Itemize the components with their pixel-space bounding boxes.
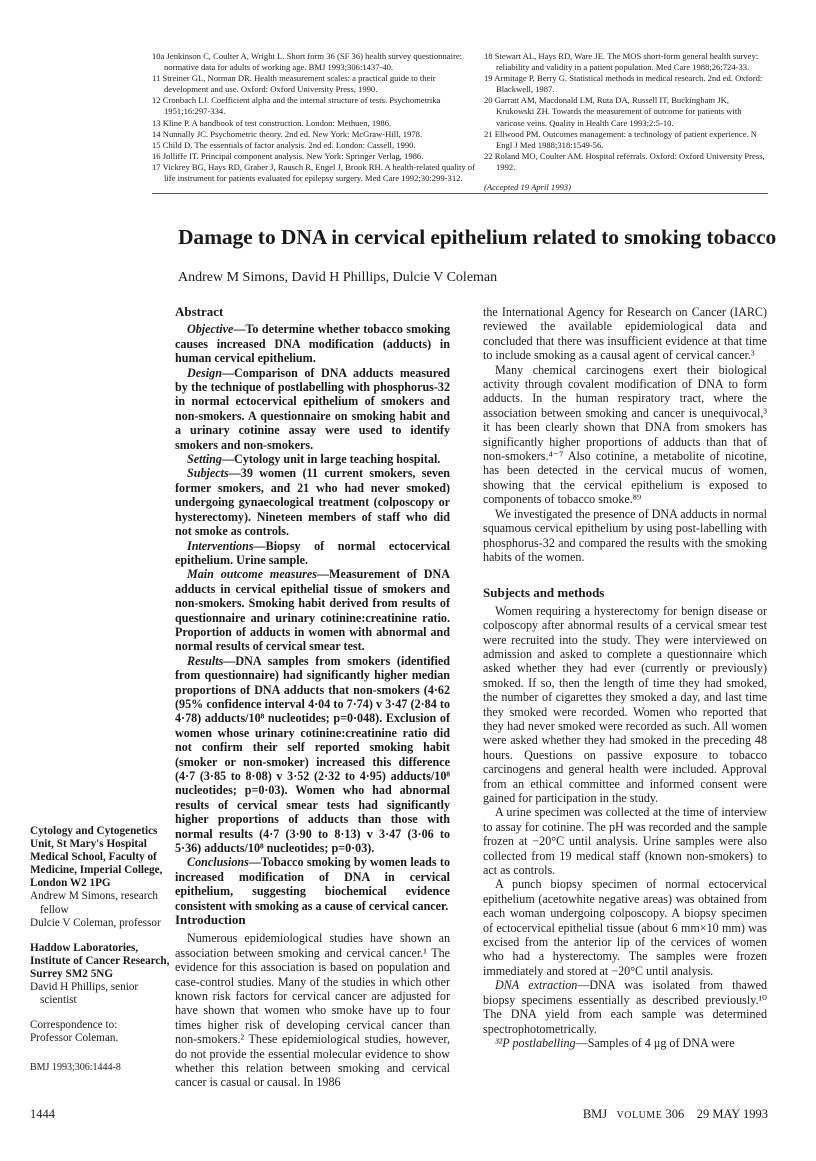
subjects-text: —39 women (11 current smokers, seven former smokers, and 21 who had never smoked) undergoing gynaecological treatment (colposcopy or hysterectomy). Nineteen members of staff who did not smoke as controls.	[175, 466, 450, 539]
volume-number: 306	[665, 1107, 685, 1121]
accepted-date: (Accepted 19 April 1993)	[484, 182, 571, 193]
right-column	[483, 305, 767, 1050]
methods-paragraph: A urine specimen was collected at the time of interview to assay for cotinine. The pH was recorded and the sample frozen at −20°C until analysis. Urine samples were also collected from 19 medical staff (known non-smokers) to act as controls.	[483, 805, 767, 878]
reference: 12 Cronbach LJ. Coefficient alpha and the internal structure of tests. Psychometrika 1951;16:297-334.	[152, 95, 441, 117]
correspondence-name: Professor Coleman.	[30, 1032, 119, 1045]
reference: 13 Kline P. A handbook of test construction. London: Methuen, 1986.	[152, 117, 392, 128]
issue-date: 29 MAY 1993	[696, 1107, 768, 1121]
methods-heading: Subjects and methods	[483, 585, 605, 601]
page-number: 1444	[30, 1107, 55, 1121]
author-list: Andrew M Simons, David H Phillips, Dulcie V Coleman	[178, 270, 498, 285]
interventions-text: —Biopsy of normal ectocervical epithelium. Urine sample.	[175, 538, 450, 567]
introduction-paragraph: the International Agency for Research on Cancer (IARC) reviewed the available epidemiological data and concluded that there was insufficient evidence at that time to include smoking as a causal agent of cervical cancer.³	[483, 305, 767, 363]
correspondence-label: Correspondence to:	[30, 1019, 118, 1032]
conclusions-text: —Tobacco smoking by women leads to increased modification of DNA in cervical epithelium, suggesting biochemical evidence consistent with smoking as a cause of cervical cancer.	[175, 855, 450, 913]
affiliation-person: Dulcie V Coleman, professor	[30, 916, 161, 929]
article-title: Damage to DNA in cervical epithelium related to smoking tobacco	[178, 225, 777, 249]
objective-label: Objective	[187, 322, 234, 337]
design-label: Design	[187, 365, 222, 380]
postlabelling-text: —Samples of 4 μg of DNA were	[575, 1035, 735, 1050]
abstract-heading: Abstract	[175, 304, 224, 319]
reference: 16 Jolliffe IT. Principal component analysis. New York: Springer Verlag, 1986.	[152, 150, 424, 161]
introduction-paragraph: Many chemical carcinogens exert their biological activity through covalent modification of DNA to form adducts. In the human respiratory tract, where the association between smoking and cancer is unequivocal,³ it has been clearly shown that DNA from smokers has significantly higher proportions of adducts than that of non-smokers.⁴⁻⁷ Also cotinine, a metabolite of nicotine, has been detected in the cervical mucus of women, showing that the cervical epithelium is exposed to components of tobacco smoke.⁸⁹	[483, 362, 767, 507]
introduction-heading: Introduction	[175, 912, 246, 927]
introduction-section	[175, 913, 450, 1090]
reference: 19 Armitage P, Berry G. Statistical methods in medical research. 2nd ed. Oxford: Blackwell, 1987.	[484, 73, 763, 95]
results-text: —DNA samples from smokers (identified from questionnaire) had significantly higher median proportions of DNA adducts that non-smokers (4·62 (95% confidence interval 4·04 to 7·74) v 3·47 (2·84 to 4·78) adducts/10⁸ nucleotides; p=0·048). Exclusion of women whose urinary cotinine:creatinine ratio did not confirm their self reported smoking habit (smoker or non-smoker) increased this difference (4·7 (3·85 to 8·08) v 3·52 (2·32 to 4·95) adducts/10⁸ nucleotides; p=0·03). Women who had abnormal results of cervical smear tests had significantly higher proportions of adducts than those with normal results (4·7 (3·90 to 8·13) v 3·47 (3·06 to 5·36) adducts/10⁸ nucleotides; p=0·03).	[175, 653, 450, 856]
reference: 22 Roland MO, Coulter AM. Hospital referrals. Oxford: Oxford University Press, 1992.	[484, 150, 765, 172]
methods-paragraph: Women requiring a hysterectomy for benign disease or colposcopy after abnormal results of a cervical smear test were recruited into the study. They were interviewed on admission and asked to complete a questionnaire which asked whether they had ever (currently or previously) smoked. If so, then the length of time they had smoked, the number of cigarettes they smoked a day, and last time they smoked were recorded. Women who reported that they had never smoked were recorded as such. All women were asked whether they had smoked in the preceding 48 hours. Questions on passive exposure to tobacco carcinogens and general health were included. Approval from an ethical committee and informed consent were gained for participation in the study.	[483, 603, 767, 805]
journal-name: BMJ	[582, 1107, 608, 1121]
objective-text: —To determine whether tobacco smoking causes increased DNA modification (adducts) in human cervical epithelium.	[175, 322, 450, 366]
reference: 21 Ellwood PM. Outcomes management: a technology of patient experience. N Engl J Med 1988;318:1549-56.	[484, 128, 758, 150]
reference: 20 Garratt AM, Macdonald LM, Ruta DA, Russell IT, Buckingham JK, Krukowski ZH. Towards the measurement of outcome for patients with varicose veins. Quality in Health Care 1993;2:5-10.	[484, 95, 742, 128]
reference: 17 Vickrey BG, Hays RD, Graber J, Rausch R, Engel J, Brook RH. A health-related quality of life instrument for patients evaluated for epilepsy surgery. Med Care 1992;30:299-312.	[152, 161, 475, 184]
references-left	[152, 51, 478, 184]
measures-label: Main outcome measures	[187, 567, 317, 582]
affiliation-institution: Haddow Laboratories, Institute of Cancer Research, Surrey SM2 5NG	[30, 941, 170, 980]
measures-text: —Measurement of DNA adducts in cervical epithelial tissue of smokers and non-smokers. Smoking habit derived from results of questionnaire and urinary cotinine:creatinine ratio. Proportion of adducts in women with abnormal and normal results of cervical smear test.	[175, 567, 450, 654]
divider	[152, 193, 768, 194]
citation: BMJ 1993;306:1444-8	[30, 1062, 121, 1074]
affiliation-institution: Cytology and Cytogenetics Unit, St Mary's Hospital Medical School, Faculty of Medicine, Imperial College, London W2 1PG	[30, 825, 163, 890]
affiliations	[30, 825, 170, 1075]
postlabelling-label: ³²P postlabelling	[495, 1035, 576, 1050]
interventions-label: Interventions	[187, 538, 254, 553]
setting-text: —Cytology unit in large teaching hospital.	[221, 452, 441, 467]
reference: 10a Jenkinson C, Coulter A, Wright L. Short form 36 (SF 36) health survey questionnaire: normative data for adults of working age. BMJ 1993;306:1437-40.	[152, 51, 463, 73]
methods-paragraph	[483, 978, 767, 1036]
references-right	[484, 51, 767, 193]
methods-paragraph	[483, 1036, 767, 1050]
introduction-paragraph: Numerous epidemiological studies have shown an association between smoking and cervical cancer.¹ The evidence for this association is based on population and case-control studies. Many of the studies in which other known risk factors for cervical cancer are adjusted for have shown that women who smoke have up to four times higher risk of developing cervical cancer than non-smokers.² These epidemiological studies, however, do not provide the essential molecular evidence to show whether this relation between smoking and cervical cancer is casual or causal. In 1986	[175, 931, 450, 1090]
abstract	[175, 305, 450, 913]
setting-label: Setting	[187, 452, 222, 467]
reference: 18 Stewart AL, Hays RD, Ware JE. The MOS short-form general health survey: reliability and validity in a patient population. Med Care 1988;26:724-33.	[484, 51, 759, 73]
results-label: Results	[187, 653, 224, 668]
affiliation-person: David H Phillips, senior scientist	[30, 981, 139, 1007]
design-text: —Comparison of DNA adducts measured by the technique of postlabelling with phosphorus-32 in normal ectocervical epithelium of smokers and non-smokers. A questionnaire on smoking habit and a urinary cotinine assay were used to identify smokers and non-smokers.	[175, 365, 450, 452]
dna-extraction-label: DNA extraction	[495, 978, 578, 993]
affiliation-person: Andrew M Simons, research fellow	[30, 890, 159, 916]
dna-extraction-text: —DNA was isolated from thawed biopsy specimens essentially as described previously.¹⁰ The DNA yield from each sample was determined spectrophotometrically.	[483, 978, 768, 1036]
subjects-label: Subjects	[187, 466, 229, 481]
introduction-paragraph: We investigated the presence of DNA adducts in normal squamous cervical epithelium by using post-labelling with phosphorus-32 and compared the results with the smoking habits of the women.	[483, 506, 767, 564]
reference: 11 Streiner GL, Norman DR. Health measurement scales: a practical guide to their development and use. Oxford: Oxford University Press, 1990.	[152, 73, 436, 95]
reference: 15 Child D. The essentials of factor analysis. 2nd ed. London: Cassell, 1990.	[152, 139, 416, 150]
journal-footer	[556, 1107, 768, 1122]
conclusions-label: Conclusions	[187, 855, 249, 870]
volume-label: VOLUME	[616, 1110, 663, 1121]
reference: 14 Nunnally JC. Psychometric theory. 2nd ed. New York: McGraw-Hill, 1978.	[152, 128, 423, 139]
methods-paragraph: A punch biopsy specimen of normal ectocervical epithelium (acetowhite negative areas) was obtained from each woman undergoing colposcopy. A biopsy specimen of ectocervical epithelial tissue (about 6 mm×10 mm) was excised from the anterior lip of the cervices of women who had a hysterectomy. The samples were frozen immediately and stored at −20°C until analysis.	[483, 877, 767, 978]
